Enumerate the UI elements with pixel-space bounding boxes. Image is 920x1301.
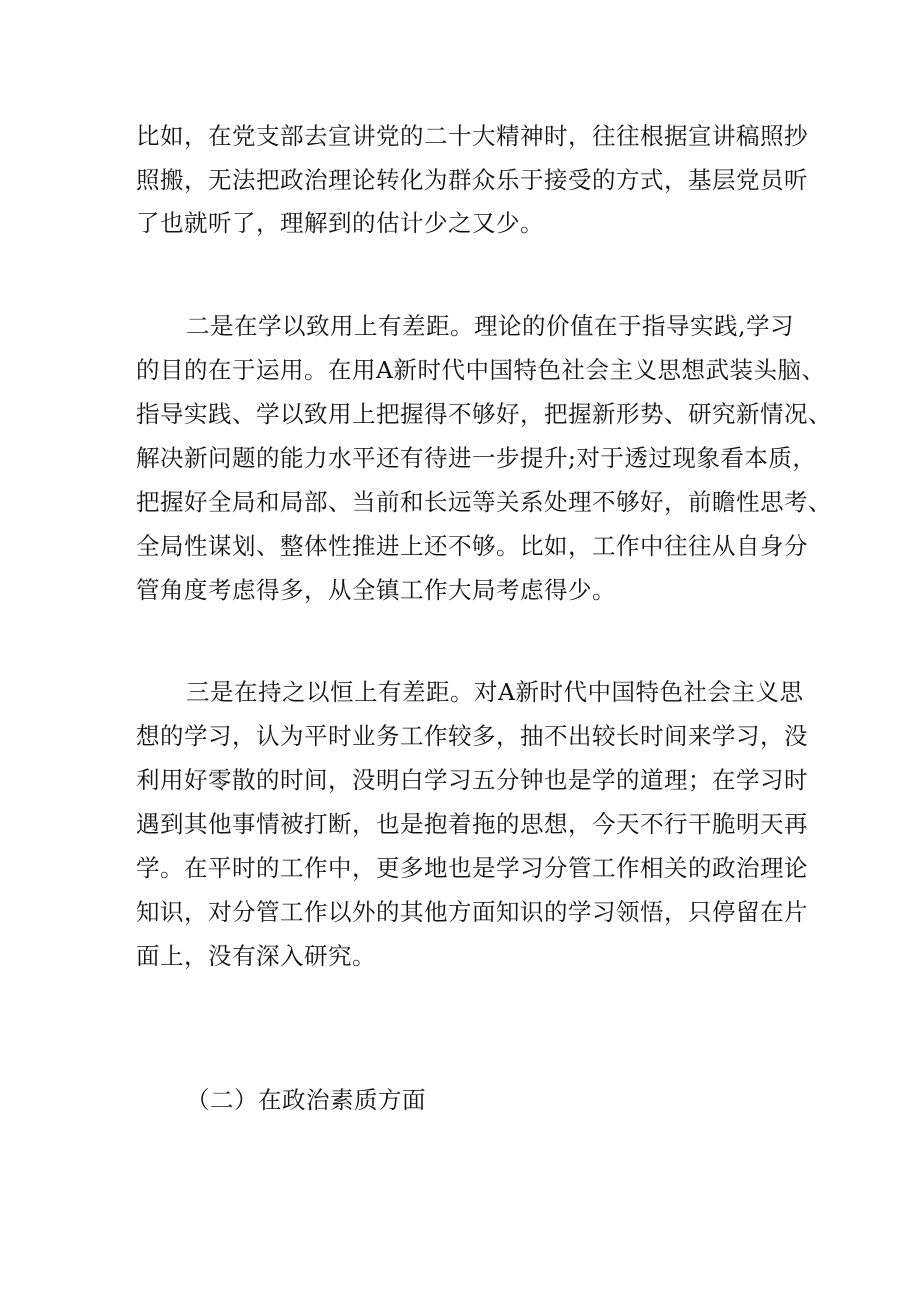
paragraph-3-line-7: 面上，没有深入研究。 [136, 942, 376, 970]
paragraph-1-line-2: 照搬，无法把政治理论转化为群众乐于接受的方式，基层党员听 [136, 166, 808, 194]
paragraph-2-line-2: 的目的在于运用。在用A新时代中国特色社会主义思想武装头脑、 [136, 356, 826, 384]
paragraph-3-line-5: 学。在平时的工作中，更多地也是学习分管工作相关的政治理论 [136, 854, 808, 882]
paragraph-2-line-7: 管角度考虑得多，从全镇工作大局考虑得少。 [136, 576, 616, 604]
paragraph-2-line-4: 解决新问题的能力水平还有待进一步提升;对于透过现象看本质， [136, 444, 817, 472]
paragraph-2-line-5: 把握好全局和局部、当前和长远等关系处理不够好，前瞻性思考、 [136, 488, 832, 516]
paragraph-1-line-1: 比如，在党支部去宣讲党的二十大精神时，往往根据宣讲稿照抄 [136, 122, 808, 150]
paragraph-3-line-4: 遇到其他事情被打断，也是抱着拖的思想，今天不行干脆明天再 [136, 810, 808, 838]
section-heading: （二）在政治素质方面 [186, 1086, 426, 1114]
paragraph-2-line-6: 全局性谋划、整体性推进上还不够。比如，工作中往往从自身分 [136, 532, 808, 560]
paragraph-2-line-3: 指导实践、学以致用上把握得不够好，把握新形势、研究新情况、 [136, 400, 832, 428]
paragraph-3-line-3: 利用好零散的时间，没明白学习五分钟也是学的道理；在学习时 [136, 766, 808, 794]
paragraph-2-line-1: 二是在学以致用上有差距。理论的价值在于指导实践,学习 [186, 312, 794, 340]
paragraph-3-line-6: 知识，对分管工作以外的其他方面知识的学习领悟，只停留在片 [136, 898, 808, 926]
paragraph-3-line-1: 三是在持之以恒上有差距。对A新时代中国特色社会主义思 [186, 678, 804, 706]
paragraph-1-line-3: 了也就听了，理解到的估计少之又少。 [136, 209, 544, 237]
paragraph-3-line-2: 想的学习，认为平时业务工作较多，抽不出较长时间来学习，没 [136, 722, 808, 750]
